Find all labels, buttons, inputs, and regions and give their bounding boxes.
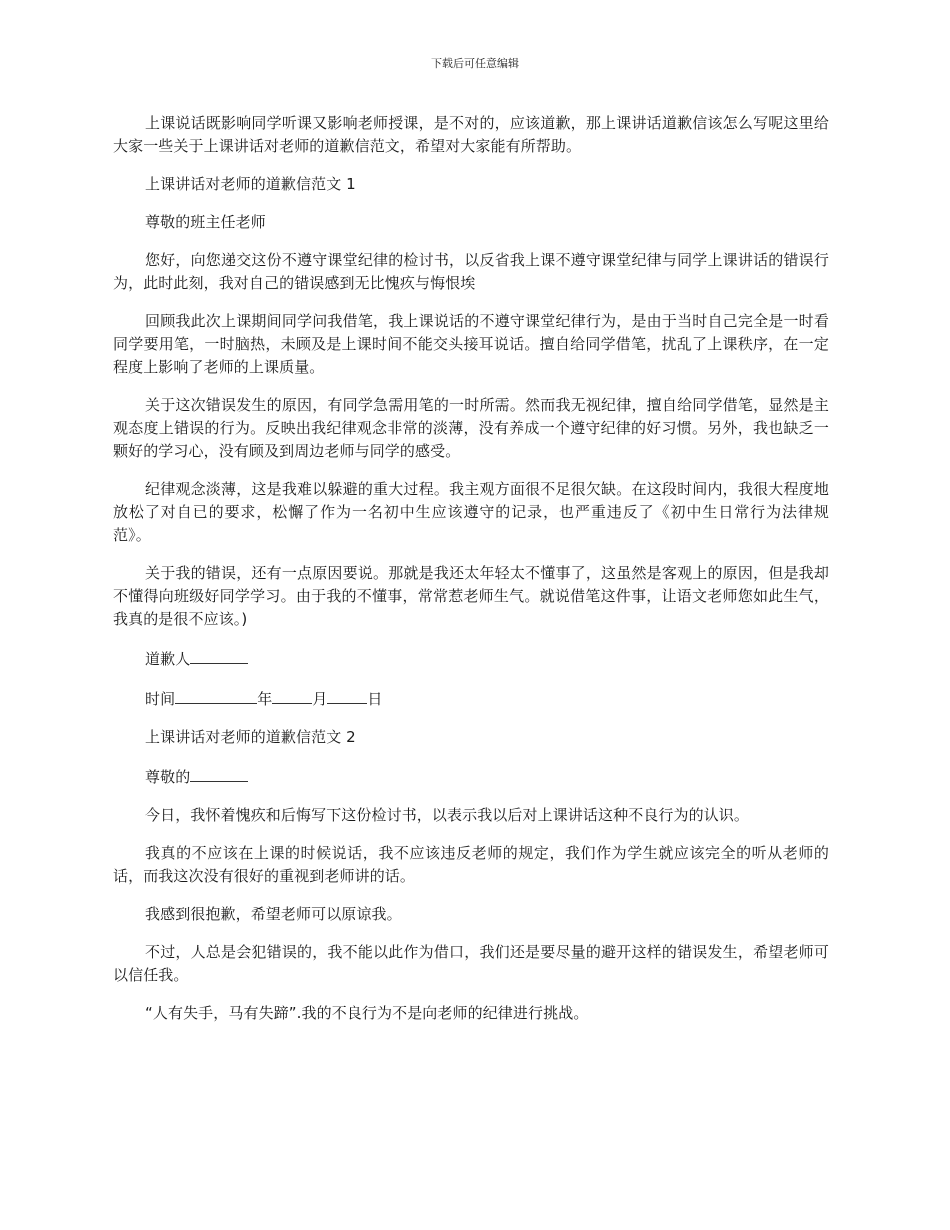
- sample1-salutation: 尊敬的班主任老师: [145, 213, 266, 231]
- sample2-paragraph: 不过，人总是会犯错误的，我不能以此作为借口，我们还是要尽量的避开这样的错误发生，希望老师可以信任我。: [113, 943, 829, 984]
- date-day-label: 日: [367, 690, 383, 708]
- sample2-title: 上课讲话对老师的道歉信范文 2: [145, 728, 356, 746]
- sample1-paragraph: 关于我的错误，还有一点原因要说。那就是我还太年轻太不懂事了，这虽然是客观上的原因，但是我却不懂得向班级好同学学习。由于我的不懂事，常常惹老师生气。就说借笔这件事，让语文老师您如此生气，我真的是很不应该。): [113, 564, 829, 628]
- day-blank: [327, 686, 367, 704]
- sample2-salutation-label: 尊敬的: [145, 768, 191, 786]
- date-month-label: 月: [312, 690, 328, 708]
- sample2-paragraph: 我真的不应该在上课的时候说话，我不应该违反老师的规定，我们作为学生就应该完全的听从老师的话，而我这次没有很好的重视到老师讲的话。: [113, 844, 829, 885]
- year-blank: [175, 686, 257, 704]
- date-time-label: 时间: [145, 690, 176, 708]
- month-blank: [272, 686, 312, 704]
- signature-blank: [190, 646, 248, 664]
- sample1-paragraph: 您好，向您递交这份不遵守课堂纪律的检讨书，以反省我上课不遵守课堂纪律与同学上课讲话的错误行为，此时此刻，我对自己的错误感到无比愧疚与悔恨埃: [113, 251, 829, 292]
- salutation-blank: [190, 764, 248, 782]
- sample2-paragraph: 今日，我怀着愧疚和后悔写下这份检讨书，以表示我以后对上课讲话这种不良行为的认识。: [145, 806, 750, 824]
- document-body: [113, 112, 829, 1040]
- signature-label: 道歉人: [145, 650, 191, 668]
- sample2-salutation-line: [113, 764, 829, 789]
- sample2-paragraph: 我感到很抱歉，希望老师可以原谅我。: [145, 905, 402, 923]
- date-year-label: 年: [257, 690, 273, 708]
- intro-paragraph: 上课说话既影响同学听课又影响老师授课，是不对的，应该道歉，那上课讲话道歉信该怎么写呢这里给大家一些关于上课讲话对老师的道歉信范文，希望对大家能有所帮助。: [113, 114, 829, 155]
- sample1-paragraph: 回顾我此次上课期间同学问我借笔，我上课说话的不遵守课堂纪律行为，是由于当时自己完全是一时看同学要用笔，一时脑热，未顾及是上课时间不能交头接耳说话。擅自给同学借笔，扰乱了上课秩序，在一定程度上影响了老师的上课质量。: [113, 312, 829, 376]
- sample1-paragraph: 纪律观念淡薄，这是我难以躲避的重大过程。我主观方面很不足很欠缺。在这段时间内，我很大程度地放松了对自已的要求，松懈了作为一名初中生应该遵守的记录，也严重违反了《初中生日常行为法律规范》。: [113, 480, 829, 544]
- sample1-paragraph: 关于这次错误发生的原因，有同学急需用笔的一时所需。然而我无视纪律，擅自给同学借笔，显然是主观态度上错误的行为。反映出我纪律观念非常的淡薄，没有养成一个遵守纪律的好习惯。另外，我也缺乏一颗好的学习心，没有顾及到周边老师与同学的感受。: [113, 396, 829, 460]
- page-header: 下载后可任意编辑: [431, 57, 519, 70]
- signature-line: [113, 646, 829, 671]
- sample1-title: 上课讲话对老师的道歉信范文 1: [145, 175, 356, 193]
- sample2-paragraph: “人有失手，马有失蹄”.我的不良行为不是向老师的纪律进行挑战。: [145, 1004, 589, 1022]
- date-line: [113, 686, 829, 711]
